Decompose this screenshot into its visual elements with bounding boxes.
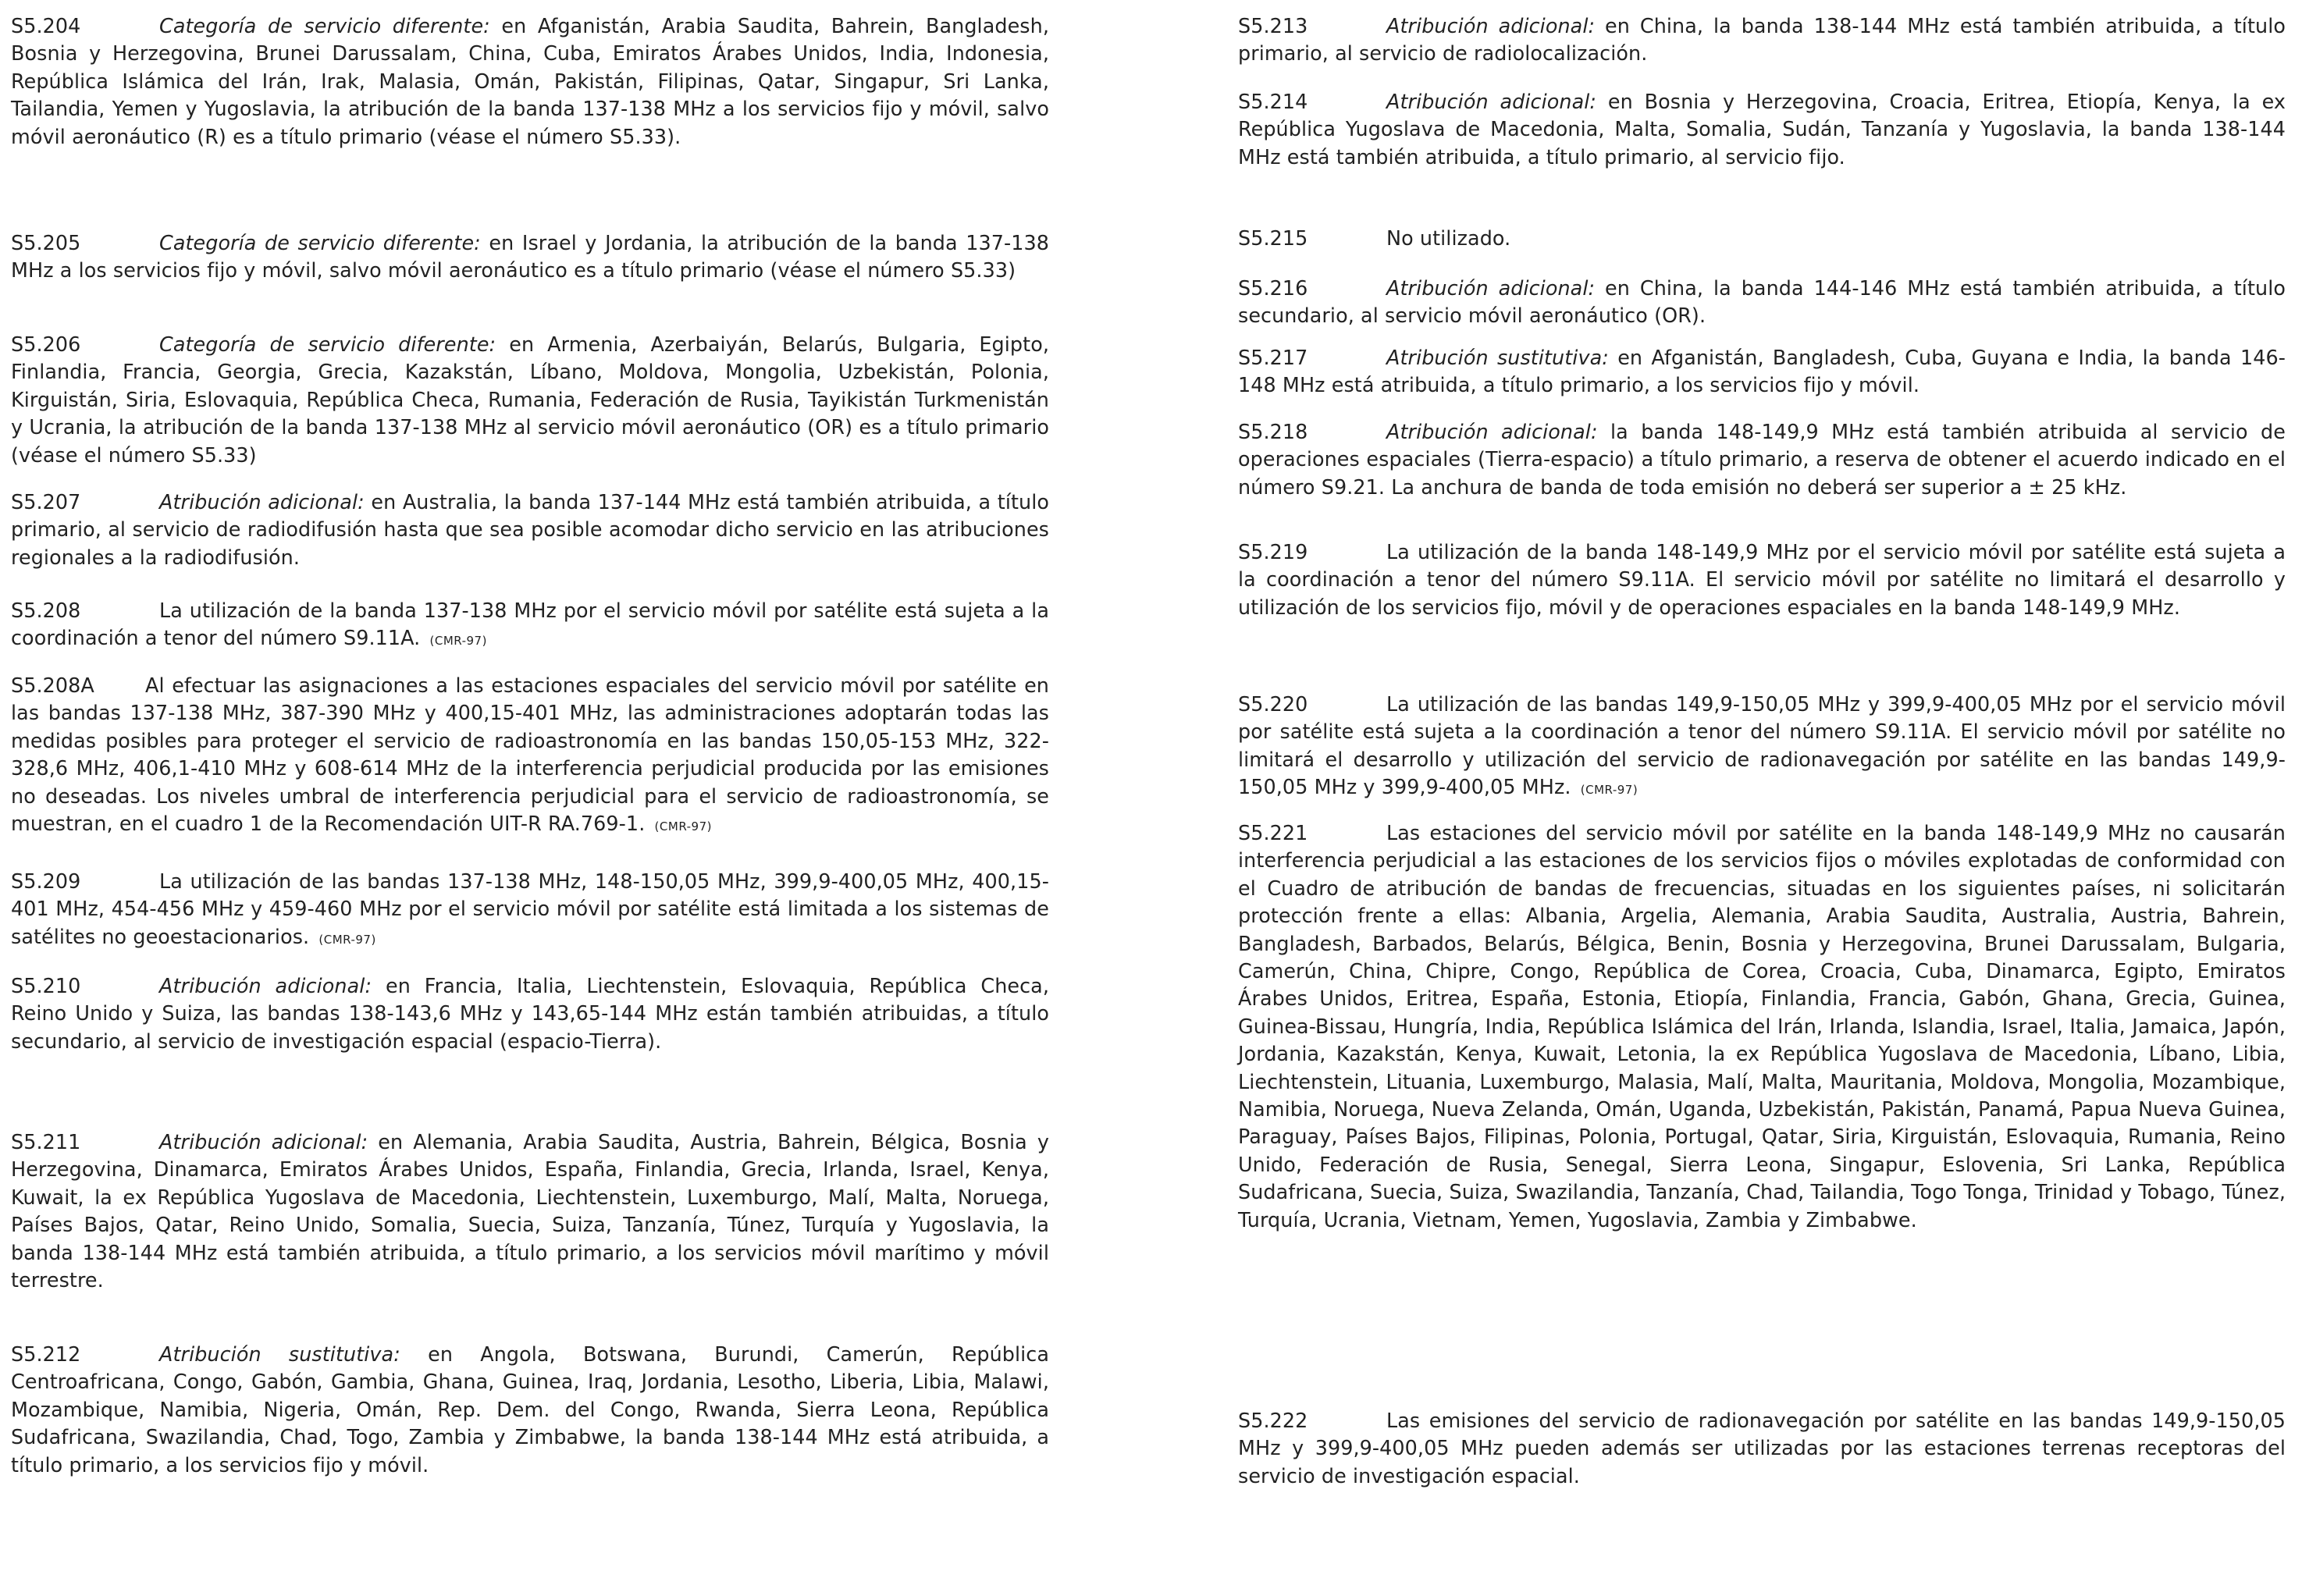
footnote-text: en Bosnia y Herzegovina, Croacia, Eritrea, Etiopía, Kenya, la ex República Yugoslava de Macedonia, Malta, Somalia, Sudán, Tanzanía y Yugoslavia, la banda 138-144 MHz está también atribuida, a título primario, al servicio fijo.: [1238, 90, 2286, 169]
footnote-number: S5.213: [1238, 14, 1308, 37]
footnote-label: Atribución sustitutiva:: [159, 1342, 400, 1366]
footnote-text: en Afganistán, Bangladesh, Cuba, Guyana e India, la banda 146-148 MHz está atribuida, a título primario, a los servicios fijo y móvil.: [1238, 346, 2286, 397]
footnote-number: S5.216: [1238, 276, 1308, 300]
footnote-label: Atribución adicional:: [1386, 420, 1598, 443]
footnote-number: S5.222: [1238, 1409, 1308, 1432]
footnote-number: S5.211: [11, 1130, 81, 1153]
footnote-number: S5.219: [1238, 540, 1308, 563]
footnote-s5-213: [1238, 12, 2286, 68]
footnote-s5-211: [11, 1129, 1049, 1294]
footnote-s5-205: [11, 229, 1049, 285]
footnote-number: S5.210: [11, 974, 81, 997]
footnote-number: S5.207: [11, 490, 81, 514]
footnote-label: Atribución adicional:: [1386, 90, 1597, 113]
footnote-label: Atribución adicional:: [159, 1130, 368, 1153]
footnote-conference-ref: (CMR-97): [318, 932, 376, 947]
footnote-number: S5.208: [11, 599, 81, 622]
footnote-s5-221: [1238, 819, 2286, 1234]
footnote-text: la banda 148-149,9 MHz está también atribuida al servicio de operaciones espaciales (Tierra-espacio) a título primario, a reserva de obtener el acuerdo indicado en el número S9.21. La anchura de banda de toda emisión no deberá ser superior a ± 25 kHz.: [1238, 420, 2286, 499]
footnote-s5-220: [1238, 691, 2286, 805]
footnote-label: Atribución adicional:: [159, 490, 365, 514]
footnote-text: en Australia, la banda 137-144 MHz está también atribuida, a título primario, al servicio de radiodifusión hasta que sea posible acomodar dicho servicio en las atribuciones regionales a la radiodifusión.: [11, 490, 1050, 569]
footnote-s5-207: [11, 489, 1049, 571]
footnote-number: S5.221: [1238, 821, 1308, 844]
footnote-label: Atribución adicional:: [1386, 14, 1596, 37]
footnote-conference-ref: (CMR-97): [654, 819, 712, 834]
footnote-text: en Afganistán, Arabia Saudita, Bahrein, Bangladesh, Bosnia y Herzegovina, Brunei Darussalam, China, Cuba, Emiratos Árabes Unidos, India, Indonesia, República Islámica del Irán, Irak, Malasia, Omán, Pakistán, Filipinas, Qatar, Singapur, Sri Lanka, Tailandia, Yemen y Yugoslavia, la atribución de la banda 137-138 MHz a los servicios fijo y móvil, salvo móvil aeronáutico (R) es a título primario (véase el número S5.33).: [11, 14, 1049, 148]
footnote-number: S5.215: [1238, 226, 1308, 250]
footnote-label: Atribución adicional:: [1386, 276, 1596, 300]
footnote-s5-212: [11, 1341, 1049, 1479]
footnote-label: Atribución sustitutiva:: [1386, 346, 1609, 369]
footnote-s5-216: [1238, 275, 2286, 330]
footnote-conference-ref: (CMR-97): [1580, 783, 1638, 798]
footnote-label: Categoría de servicio diferente:: [159, 14, 490, 37]
footnote-number: S5.212: [11, 1342, 81, 1366]
footnote-s5-214: [1238, 88, 2286, 171]
footnote-s5-204: [11, 12, 1049, 151]
footnote-s5-210: [11, 972, 1049, 1055]
footnote-number: S5.208A: [11, 674, 94, 697]
footnote-text: en China, la banda 144-146 MHz está también atribuida, a título secundario, al servicio móvil aeronáutico (OR).: [1238, 276, 2286, 328]
footnote-number: S5.206: [11, 332, 81, 356]
footnote-s5-209: [11, 868, 1049, 954]
footnote-number: S5.220: [1238, 692, 1308, 716]
footnote-s5-219: [1238, 539, 2286, 621]
footnote-text: en China, la banda 138-144 MHz está también atribuida, a título primario, al servicio de radiolocalización.: [1238, 14, 2286, 66]
footnote-text: La utilización de la banda 148-149,9 MHz por el servicio móvil por satélite está sujeta a la coordinación a tenor del número S9.11A. El servicio móvil por satélite no limitará el desarrollo y utilización de los servicios fijo, móvil y de operaciones espaciales en la banda 148-149,9 MHz.: [1238, 540, 2286, 619]
footnote-number: S5.204: [11, 14, 81, 37]
footnote-text: Las emisiones del servicio de radionavegación por satélite en las bandas 149,9-150,05 MHz y 399,9-400,05 MHz pueden además ser utilizadas por las estaciones terrenas receptoras del servicio de investigación espacial.: [1238, 1409, 2286, 1488]
footnote-number: S5.209: [11, 869, 81, 893]
footnote-text: La utilización de la banda 137-138 MHz por el servicio móvil por satélite está sujeta a la coordinación a tenor del número S9.11A.: [11, 599, 1049, 650]
footnote-conference-ref: (CMR-97): [429, 634, 487, 649]
footnote-number: S5.217: [1238, 346, 1308, 369]
footnote-s5-222: [1238, 1407, 2286, 1490]
footnote-text: Las estaciones del servicio móvil por satélite en la banda 148-149,9 MHz no causarán interferencia perjudicial a las estaciones de los servicios fijos o móviles explotadas de conformidad con el Cuadro de atribución de bandas de frecuencias, situadas en los siguientes países, ni solicitarán protección frente a ellas: Albania, Argelia, Alemania, Arabia Saudita, Australia, Austria, Bahrein, Bangladesh, Barbados, Belarús, Bélgica, Benin, Bosnia y Herzegovina, Brunei Darussalam, Bulgaria, Camerún, China, Chipre, Congo, República de Corea, Croacia, Cuba, Dinamarca, Egipto, Emiratos Árabes Unidos, Eritrea, España, Estonia, Etiopía, Finlandia, Francia, Gabón, Ghana, Grecia, Guinea, Guinea-Bissau, Hungría, India, República Islámica del Irán, Irlanda, Islandia, Israel, Italia, Jamaica, Japón, Jordania, Kazakstán, Kenya, Kuwait, Letonia, la ex República Yugoslava de Macedonia, Líbano, Libia, Liechtenstein, Lituania, Luxemburgo, Malasia, Malí, Malta, Mauritania, Moldova, Mongolia, Mozambique, Namibia, Noruega, Nueva Zelanda, Omán, Uganda, Uzbekistán, Pakistán, Panamá, Papua Nueva Guinea, Paraguay, Países Bajos, Filipinas, Polonia, Portugal, Qatar, Siria, Kirguistán, Eslovaquia, Rumania, Reino Unido, Federación de Rusia, Senegal, Sierra Leona, Singapur, Eslovenia, Sri Lanka, República Sudafricana, Suecia, Suiza, Swazilandia, Tanzanía, Chad, Tailandia, Togo Tonga, Trinidad y Tobago, Túnez, Turquía, Ucrania, Vietnam, Yemen, Yugoslavia, Zambia y Zimbabwe.: [1238, 821, 2286, 1232]
footnote-text: en Israel y Jordania, la atribución de la banda 137-138 MHz a los servicios fijo y móvil, salvo móvil aeronáutico es a título primario (véase el número S5.33): [11, 231, 1049, 283]
footnote-label: Categoría de servicio diferente:: [159, 332, 496, 356]
footnote-text: en Alemania, Arabia Saudita, Austria, Bahrein, Bélgica, Bosnia y Herzegovina, Dinamarca, Emiratos Árabes Unidos, España, Finlandia, Grecia, Irlanda, Israel, Kenya, Kuwait, la ex República Yugoslava de Macedonia, Liechtenstein, Luxemburgo, Malí, Malta, Noruega, Países Bajos, Qatar, Reino Unido, Somalia, Suecia, Suiza, Tanzanía, Túnez, Turquía y Yugoslavia, la banda 138-144 MHz está también atribuida, a título primario, a los servicios móvil marítimo y móvil terrestre.: [11, 1130, 1049, 1292]
footnote-text: Al efectuar las asignaciones a las estaciones espaciales del servicio móvil por satélite en las bandas 137-138 MHz, 387-390 MHz y 400,15-401 MHz, las administraciones adoptarán todas las medidas posibles para proteger el servicio de radioastronomía en las bandas 150,05-153 MHz, 322-328,6 MHz, 406,1-410 MHz y 608-614 MHz de la interferencia perjudicial producida por las emisiones no deseadas. Los niveles umbral de interferencia perjudicial para el servicio de radioastronomía, se muestran, en el cuadro 1 de la Recomendación UIT-R RA.769-1.: [11, 674, 1049, 836]
footnote-s5-215: [1238, 225, 2286, 252]
footnote-label: Categoría de servicio diferente:: [159, 231, 481, 254]
footnote-s5-206: [11, 331, 1049, 469]
footnote-text: La utilización de las bandas 149,9-150,05 MHz y 399,9-400,05 MHz por el servicio móvil por satélite está sujeta a la coordinación a tenor del número S9.11A. El servicio móvil por satélite no limitará el desarrollo y utilización del servicio de radionavegación por satélite en las bandas 149,9-150,05 MHz y 399,9-400,05 MHz.: [1238, 692, 2286, 799]
footnote-number: S5.214: [1238, 90, 1308, 113]
footnote-number: S5.218: [1238, 420, 1308, 443]
footnote-s5-208a: [11, 672, 1049, 841]
footnote-s5-218: [1238, 418, 2286, 501]
footnote-number: S5.205: [11, 231, 81, 254]
footnote-text: en Francia, Italia, Liechtenstein, Eslovaquia, República Checa, Reino Unido y Suiza, las bandas 138-143,6 MHz y 143,65-144 MHz están también atribuidas, a título secundario, al servicio de investigación espacial (espacio-Tierra).: [11, 974, 1049, 1053]
footnote-text: en Armenia, Azerbaiyán, Belarús, Bulgaria, Egipto, Finlandia, Francia, Georgia, Grecia, Kazakstán, Líbano, Moldova, Mongolia, Uzbekistán, Polonia, Kirguistán, Siria, Eslovaquia, República Checa, Rumania, Federación de Rusia, Tayikistán Turkmenistán y Ucrania, la atribución de la banda 137-138 MHz al servicio móvil aeronáutico (OR) es a título primario (véase el número S5.33): [11, 332, 1050, 467]
footnote-label: Atribución adicional:: [159, 974, 372, 997]
footnote-s5-208: [11, 597, 1049, 656]
footnote-text: No utilizado.: [1386, 226, 1511, 250]
footnote-text: en Angola, Botswana, Burundi, Camerún, República Centroafricana, Congo, Gabón, Gambia, Ghana, Guinea, Iraq, Jordania, Lesotho, Liberia, Libia, Malawi, Mozambique, Namibia, Nigeria, Omán, Rep. Dem. del Congo, Rwanda, Sierra Leona, República Sudafricana, Swazilandia, Chad, Togo, Zambia y Zimbabwe, la banda 138-144 MHz está atribuida, a título primario, a los servicios fijo y móvil.: [11, 1342, 1050, 1477]
footnote-s5-217: [1238, 344, 2286, 400]
footnote-text: La utilización de las bandas 137-138 MHz, 148-150,05 MHz, 399,9-400,05 MHz, 400,15-401 MHz, 454-456 MHz y 459-460 MHz por el servicio móvil por satélite está limitada a los sistemas de satélites no geoestacionarios.: [11, 869, 1049, 948]
